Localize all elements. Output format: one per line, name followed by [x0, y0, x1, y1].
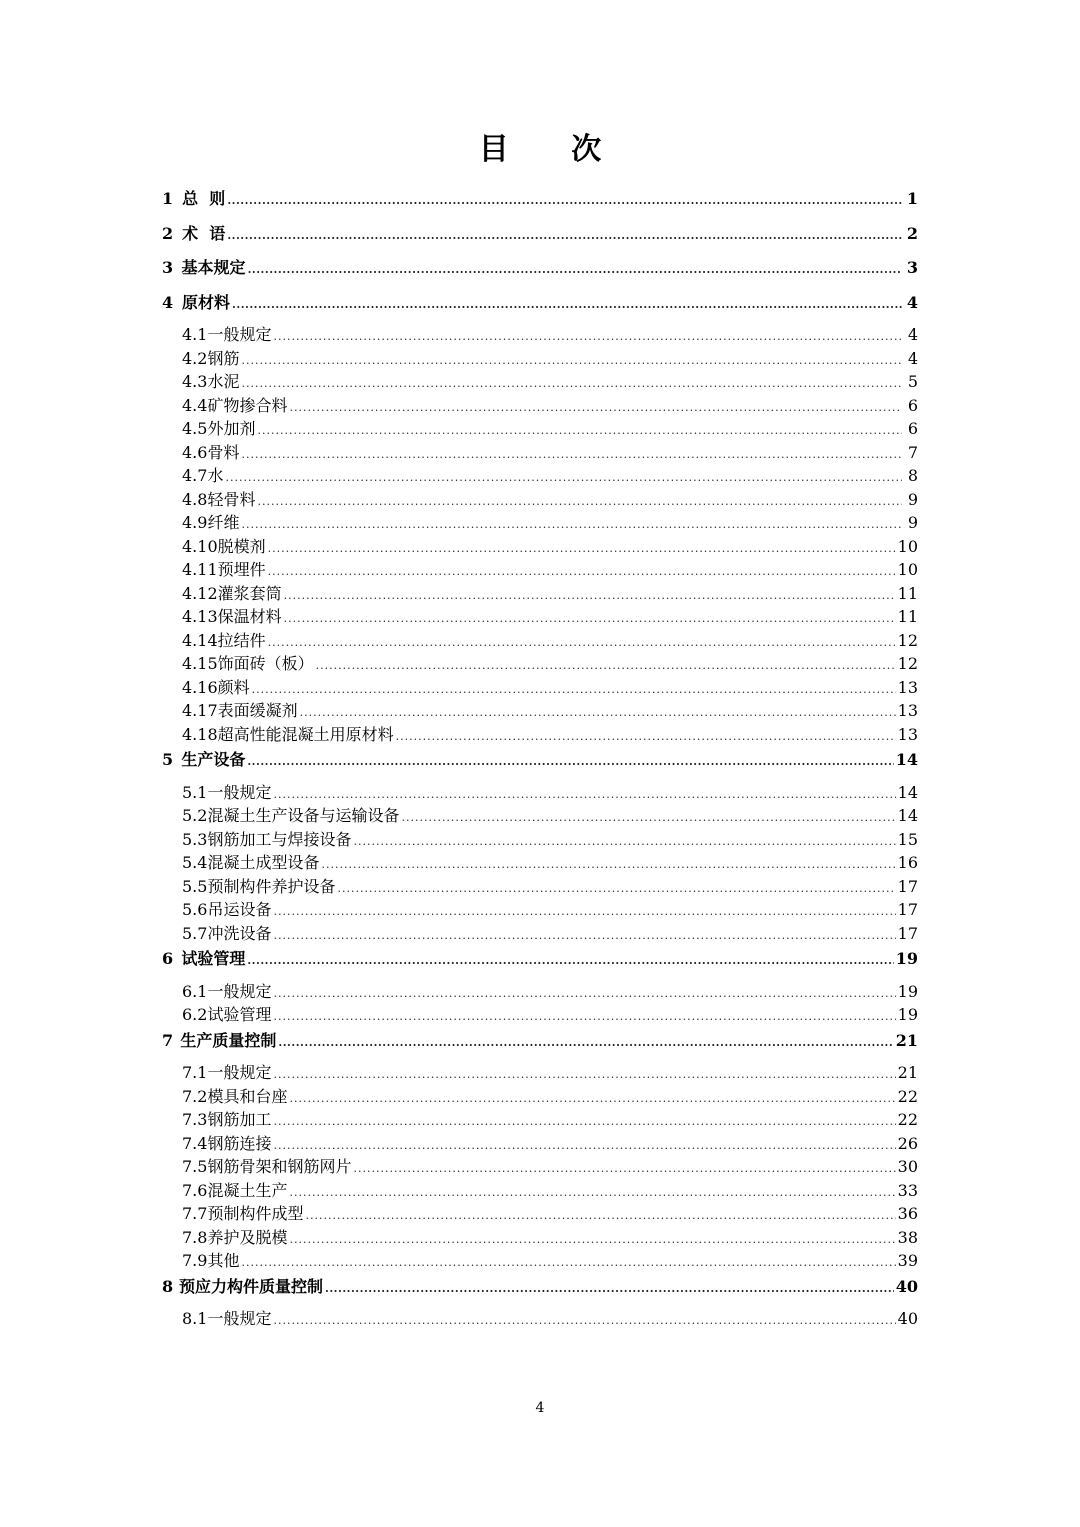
toc-entry-page-number: 10 — [897, 560, 918, 579]
toc-section-entry[interactable] — [162, 535, 918, 559]
toc-chapter-entry[interactable] — [162, 254, 918, 289]
toc-entry-title: 钢筋连接 — [207, 1133, 272, 1153]
toc-section-entry[interactable] — [162, 980, 918, 1004]
toc-entry-page-number: 6 — [907, 419, 918, 438]
toc-entry-title: 纤维 — [207, 513, 240, 532]
toc-entry-number: 5.5 — [182, 876, 208, 896]
toc-dot-leader — [321, 853, 895, 876]
toc-dot-leader — [247, 947, 893, 975]
toc-entry-title: 一般规定 — [207, 782, 272, 802]
toc-dot-leader — [353, 830, 895, 853]
toc-entry-number: 5.1 — [182, 782, 208, 802]
toc-section-entry[interactable] — [162, 922, 918, 946]
toc-dot-leader — [273, 924, 895, 947]
toc-chapter-entry[interactable] — [162, 220, 918, 255]
toc-entry-title: 拉结件 — [217, 630, 266, 650]
toc-entry-number: 5.6 — [182, 900, 208, 919]
toc-chapter-entry[interactable] — [162, 945, 918, 980]
toc-entry-number: 7.1 — [182, 1063, 208, 1082]
toc-section-entry[interactable] — [162, 1085, 918, 1109]
toc-entry-page-number: 4 — [906, 292, 918, 312]
toc-entry-title: 总 则 — [182, 189, 226, 208]
toc-section-entry[interactable] — [162, 1132, 918, 1156]
toc-dot-leader — [268, 560, 896, 583]
toc-dot-leader — [401, 806, 895, 829]
toc-entry-page-number: 3 — [906, 258, 918, 277]
toc-entry-title: 预制构件成型 — [207, 1204, 304, 1223]
toc-entry-title: 一般规定 — [207, 981, 272, 1001]
toc-chapter-entry[interactable] — [162, 1027, 918, 1062]
toc-entry-title: 钢筋加工 — [207, 1110, 272, 1129]
toc-entry-title: 一般规定 — [207, 1309, 272, 1328]
toc-entry-page-number: 33 — [897, 1180, 918, 1200]
toc-entry-page-number: 26 — [897, 1133, 918, 1153]
toc-dot-leader — [241, 443, 902, 466]
toc-section-entry[interactable] — [162, 1179, 918, 1203]
toc-entry-title: 混凝土生产设备与运输设备 — [207, 806, 400, 825]
page-number: 4 — [535, 1400, 545, 1416]
toc-entry-number: 6.2 — [182, 1005, 208, 1024]
toc-entry-number: 4.16 — [182, 677, 218, 697]
toc-section-entry[interactable] — [162, 558, 918, 582]
toc-entry-title: 一般规定 — [207, 1063, 272, 1082]
toc-entry-page-number: 16 — [897, 853, 918, 872]
toc-entry-title: 钢筋骨架和钢筋网片 — [207, 1157, 352, 1176]
toc-entry-number: 5 — [162, 750, 174, 769]
toc-entry-number: 5.3 — [182, 829, 208, 849]
toc-entry-title: 原材料 — [182, 292, 231, 312]
toc-entry-page-number: 19 — [897, 1005, 918, 1024]
toc-dot-leader — [232, 291, 902, 319]
toc-section-entry[interactable] — [162, 370, 918, 394]
toc-entry-number: 5.2 — [182, 806, 208, 825]
toc-entry-title: 混凝土生产 — [207, 1180, 288, 1200]
toc-dot-leader — [252, 678, 896, 701]
toc-dot-leader — [289, 1087, 895, 1110]
toc-dot-leader — [241, 513, 902, 536]
toc-dot-leader — [257, 490, 902, 513]
toc-entry-title: 钢筋 — [207, 348, 240, 368]
toc-section-entry[interactable] — [162, 898, 918, 922]
toc-entry-title: 混凝土成型设备 — [207, 853, 320, 872]
toc-dot-leader — [241, 372, 902, 395]
toc-entry-page-number: 39 — [897, 1251, 918, 1270]
toc-dot-leader — [268, 631, 896, 654]
toc-entry-page-number: 12 — [897, 630, 918, 650]
toc-entry-title: 矿物掺合料 — [207, 395, 288, 415]
toc-entry-number: 4.8 — [182, 489, 208, 509]
toc-section-entry[interactable] — [162, 851, 918, 875]
toc-section-entry[interactable] — [162, 441, 918, 465]
toc-entry-page-number: 14 — [897, 806, 918, 825]
toc-entry-page-number: 14 — [897, 782, 918, 802]
toc-chapter-entry[interactable] — [162, 185, 918, 220]
toc-entry-page-number: 6 — [907, 395, 918, 415]
toc-entry-page-number: 11 — [897, 607, 918, 626]
toc-entry-page-number: 22 — [897, 1110, 918, 1129]
toc-dot-leader — [273, 982, 895, 1005]
toc-entry-number: 7.9 — [182, 1251, 208, 1270]
toc-entry-title: 灌浆套筒 — [217, 583, 282, 603]
toc-entry-title: 预制构件养护设备 — [207, 876, 336, 896]
toc-entry-page-number: 17 — [897, 876, 918, 896]
toc-entry-number: 4.13 — [182, 607, 218, 626]
toc-dot-leader — [325, 1275, 894, 1303]
toc-dot-leader — [396, 725, 896, 748]
toc-dot-leader — [248, 256, 902, 284]
toc-entry-number: 7.4 — [182, 1133, 208, 1153]
toc-entry-page-number: 9 — [907, 513, 918, 532]
toc-dot-leader — [273, 1063, 895, 1086]
toc-entry-page-number: 40 — [895, 1276, 918, 1296]
toc-entry-number: 7.5 — [182, 1157, 208, 1176]
toc-entry-number: 3 — [162, 258, 174, 277]
toc-section-entry[interactable] — [162, 875, 918, 899]
toc-section-entry[interactable] — [162, 605, 918, 629]
toc-entry-number: 8.1 — [182, 1309, 208, 1328]
toc-dot-leader — [305, 1204, 895, 1227]
toc-entry-page-number: 4 — [907, 348, 918, 368]
toc-entry-number: 4.4 — [182, 395, 208, 415]
toc-entry-title: 轻骨料 — [207, 489, 256, 509]
toc-section-entry[interactable] — [162, 347, 918, 371]
toc-entry-number: 7.2 — [182, 1086, 208, 1106]
toc-dot-leader — [273, 783, 895, 806]
toc-entry-page-number: 1 — [906, 189, 918, 208]
toc-section-entry[interactable] — [162, 1155, 918, 1179]
toc-entry-page-number: 22 — [897, 1086, 918, 1106]
toc-entry-number: 4.9 — [182, 513, 208, 532]
toc-entry-page-number: 21 — [895, 1030, 918, 1050]
toc-entry-title: 外加剂 — [207, 419, 256, 438]
toc-chapter-entry[interactable] — [162, 746, 918, 781]
toc-entry-page-number: 30 — [897, 1157, 918, 1176]
toc-entry-number: 4.12 — [182, 583, 218, 603]
toc-entry-page-number: 9 — [907, 489, 918, 509]
toc-entry-number: 4.14 — [182, 630, 218, 650]
toc-entry-page-number: 8 — [907, 466, 918, 485]
toc-section-entry[interactable] — [162, 1249, 918, 1273]
toc-dot-leader — [289, 396, 902, 419]
toc-entry-title: 养护及脱模 — [207, 1227, 288, 1247]
toc-dot-leader — [289, 1181, 895, 1204]
toc-dot-leader — [284, 607, 896, 630]
toc-entry-title: 试验管理 — [207, 1005, 272, 1024]
toc-entry-title: 基本规定 — [181, 258, 246, 277]
toc-entry-number: 7.8 — [182, 1227, 208, 1247]
toc-section-entry[interactable] — [162, 652, 918, 676]
toc-entry-number: 7 — [162, 1030, 174, 1050]
toc-dot-leader — [273, 325, 902, 348]
toc-entry-number: 4.10 — [182, 536, 218, 556]
toc-entry-number: 7.6 — [182, 1180, 208, 1200]
toc-entry-page-number: 11 — [897, 583, 918, 603]
toc-entry-page-number: 4 — [907, 325, 918, 344]
toc-dot-leader — [278, 1029, 893, 1057]
toc-section-entry[interactable] — [162, 1202, 918, 1226]
toc-entry-number: 4.15 — [182, 654, 218, 673]
toc-entry-page-number: 2 — [906, 223, 918, 243]
toc-entry-title: 冲洗设备 — [207, 923, 272, 943]
toc-entry-number: 8 — [162, 1276, 174, 1296]
toc-entry-title: 生产质量控制 — [180, 1030, 277, 1050]
table-of-contents — [162, 185, 918, 1331]
toc-dot-leader — [247, 748, 893, 776]
toc-section-entry[interactable] — [162, 781, 918, 805]
toc-dot-leader — [225, 466, 902, 489]
toc-entry-number: 6 — [162, 949, 174, 968]
toc-entry-page-number: 14 — [895, 750, 918, 769]
toc-section-entry[interactable] — [162, 1307, 918, 1331]
toc-entry-page-number: 10 — [897, 536, 918, 556]
toc-entry-title: 超高性能混凝土用原材料 — [217, 724, 394, 744]
toc-entry-page-number: 17 — [897, 923, 918, 943]
toc-entry-title: 术 语 — [182, 223, 226, 243]
toc-entry-title: 饰面砖（板） — [217, 654, 314, 673]
toc-dot-leader — [268, 537, 896, 560]
toc-dot-leader — [241, 349, 902, 372]
toc-entry-page-number: 15 — [897, 829, 918, 849]
toc-section-entry[interactable] — [162, 1003, 918, 1027]
toc-entry-number: 7.7 — [182, 1204, 208, 1223]
toc-section-entry[interactable] — [162, 828, 918, 852]
toc-section-entry[interactable] — [162, 804, 918, 828]
toc-section-entry[interactable] — [162, 676, 918, 700]
toc-section-entry[interactable] — [162, 511, 918, 535]
toc-entry-number: 4.6 — [182, 442, 208, 462]
toc-entry-title: 其他 — [207, 1251, 240, 1270]
toc-entry-title: 吊运设备 — [207, 900, 272, 919]
toc-entry-number: 4.17 — [182, 701, 218, 720]
toc-entry-number: 4.11 — [182, 560, 218, 579]
toc-entry-number: 4 — [162, 292, 174, 312]
toc-entry-page-number: 19 — [895, 949, 918, 968]
toc-entry-number: 5.4 — [182, 853, 208, 872]
page-title: 目 次 — [478, 132, 628, 167]
toc-dot-leader — [273, 1309, 895, 1332]
toc-entry-number: 4.5 — [182, 419, 208, 438]
toc-dot-leader — [257, 419, 902, 442]
toc-entry-title: 预应力构件质量控制 — [178, 1276, 323, 1296]
toc-entry-number: 4.1 — [182, 325, 208, 344]
toc-section-entry[interactable] — [162, 488, 918, 512]
toc-entry-title: 预埋件 — [217, 560, 266, 579]
toc-entry-number: 7.3 — [182, 1110, 208, 1129]
toc-dot-leader — [284, 584, 896, 607]
toc-entry-page-number: 17 — [897, 900, 918, 919]
toc-entry-page-number: 5 — [907, 372, 918, 391]
toc-section-entry[interactable] — [162, 629, 918, 653]
toc-dot-leader — [273, 1110, 895, 1133]
toc-entry-title: 脱模剂 — [217, 536, 266, 556]
toc-section-entry[interactable] — [162, 699, 918, 723]
toc-section-entry[interactable] — [162, 1061, 918, 1085]
toc-entry-title: 一般规定 — [207, 325, 272, 344]
toc-entry-page-number: 13 — [897, 677, 918, 697]
toc-entry-title: 模具和台座 — [207, 1086, 288, 1106]
toc-section-entry[interactable] — [162, 323, 918, 347]
toc-dot-leader — [289, 1228, 895, 1251]
toc-dot-leader — [273, 1134, 895, 1157]
toc-entry-page-number: 13 — [897, 724, 918, 744]
toc-entry-page-number: 13 — [897, 701, 918, 720]
toc-entry-page-number: 21 — [897, 1063, 918, 1082]
toc-entry-title: 骨料 — [207, 442, 240, 462]
toc-entry-title: 钢筋加工与焊接设备 — [207, 829, 352, 849]
toc-entry-number: 6.1 — [182, 981, 208, 1001]
toc-entry-page-number: 19 — [897, 981, 918, 1001]
toc-dot-leader — [227, 222, 902, 250]
toc-chapter-entry[interactable] — [162, 1273, 918, 1308]
toc-dot-leader — [337, 877, 895, 900]
toc-entry-title: 水 — [207, 466, 224, 485]
toc-section-entry[interactable] — [162, 582, 918, 606]
toc-entry-title: 试验管理 — [181, 949, 246, 968]
toc-entry-number: 4.7 — [182, 466, 208, 485]
toc-entry-title: 保温材料 — [217, 607, 282, 626]
toc-entry-page-number: 7 — [907, 442, 918, 462]
toc-dot-leader — [273, 1005, 895, 1028]
toc-entry-number: 4.3 — [182, 372, 208, 391]
toc-dot-leader — [227, 187, 902, 215]
toc-section-entry[interactable] — [162, 394, 918, 418]
toc-dot-leader — [300, 701, 896, 724]
toc-entry-title: 水泥 — [207, 372, 240, 391]
toc-entry-page-number: 12 — [897, 654, 918, 673]
toc-section-entry[interactable] — [162, 1226, 918, 1250]
toc-entry-page-number: 36 — [897, 1204, 918, 1223]
toc-chapter-entry[interactable] — [162, 289, 918, 324]
toc-section-entry[interactable] — [162, 417, 918, 441]
toc-entry-number: 4.18 — [182, 724, 218, 744]
toc-entry-page-number: 40 — [897, 1309, 918, 1328]
toc-entry-number: 1 — [162, 189, 174, 208]
toc-dot-leader — [241, 1251, 895, 1274]
toc-dot-leader — [316, 654, 896, 677]
toc-dot-leader — [353, 1157, 895, 1180]
toc-entry-title: 表面缓凝剂 — [217, 701, 298, 720]
toc-section-entry[interactable] — [162, 723, 918, 747]
toc-entry-number: 2 — [162, 223, 174, 243]
toc-entry-title: 颜料 — [217, 677, 250, 697]
toc-section-entry[interactable] — [162, 1108, 918, 1132]
toc-entry-number: 4.2 — [182, 348, 208, 368]
toc-entry-title: 生产设备 — [181, 750, 246, 769]
toc-entry-number: 5.7 — [182, 923, 208, 943]
toc-entry-page-number: 38 — [897, 1227, 918, 1247]
toc-dot-leader — [273, 900, 895, 923]
toc-section-entry[interactable] — [162, 464, 918, 488]
